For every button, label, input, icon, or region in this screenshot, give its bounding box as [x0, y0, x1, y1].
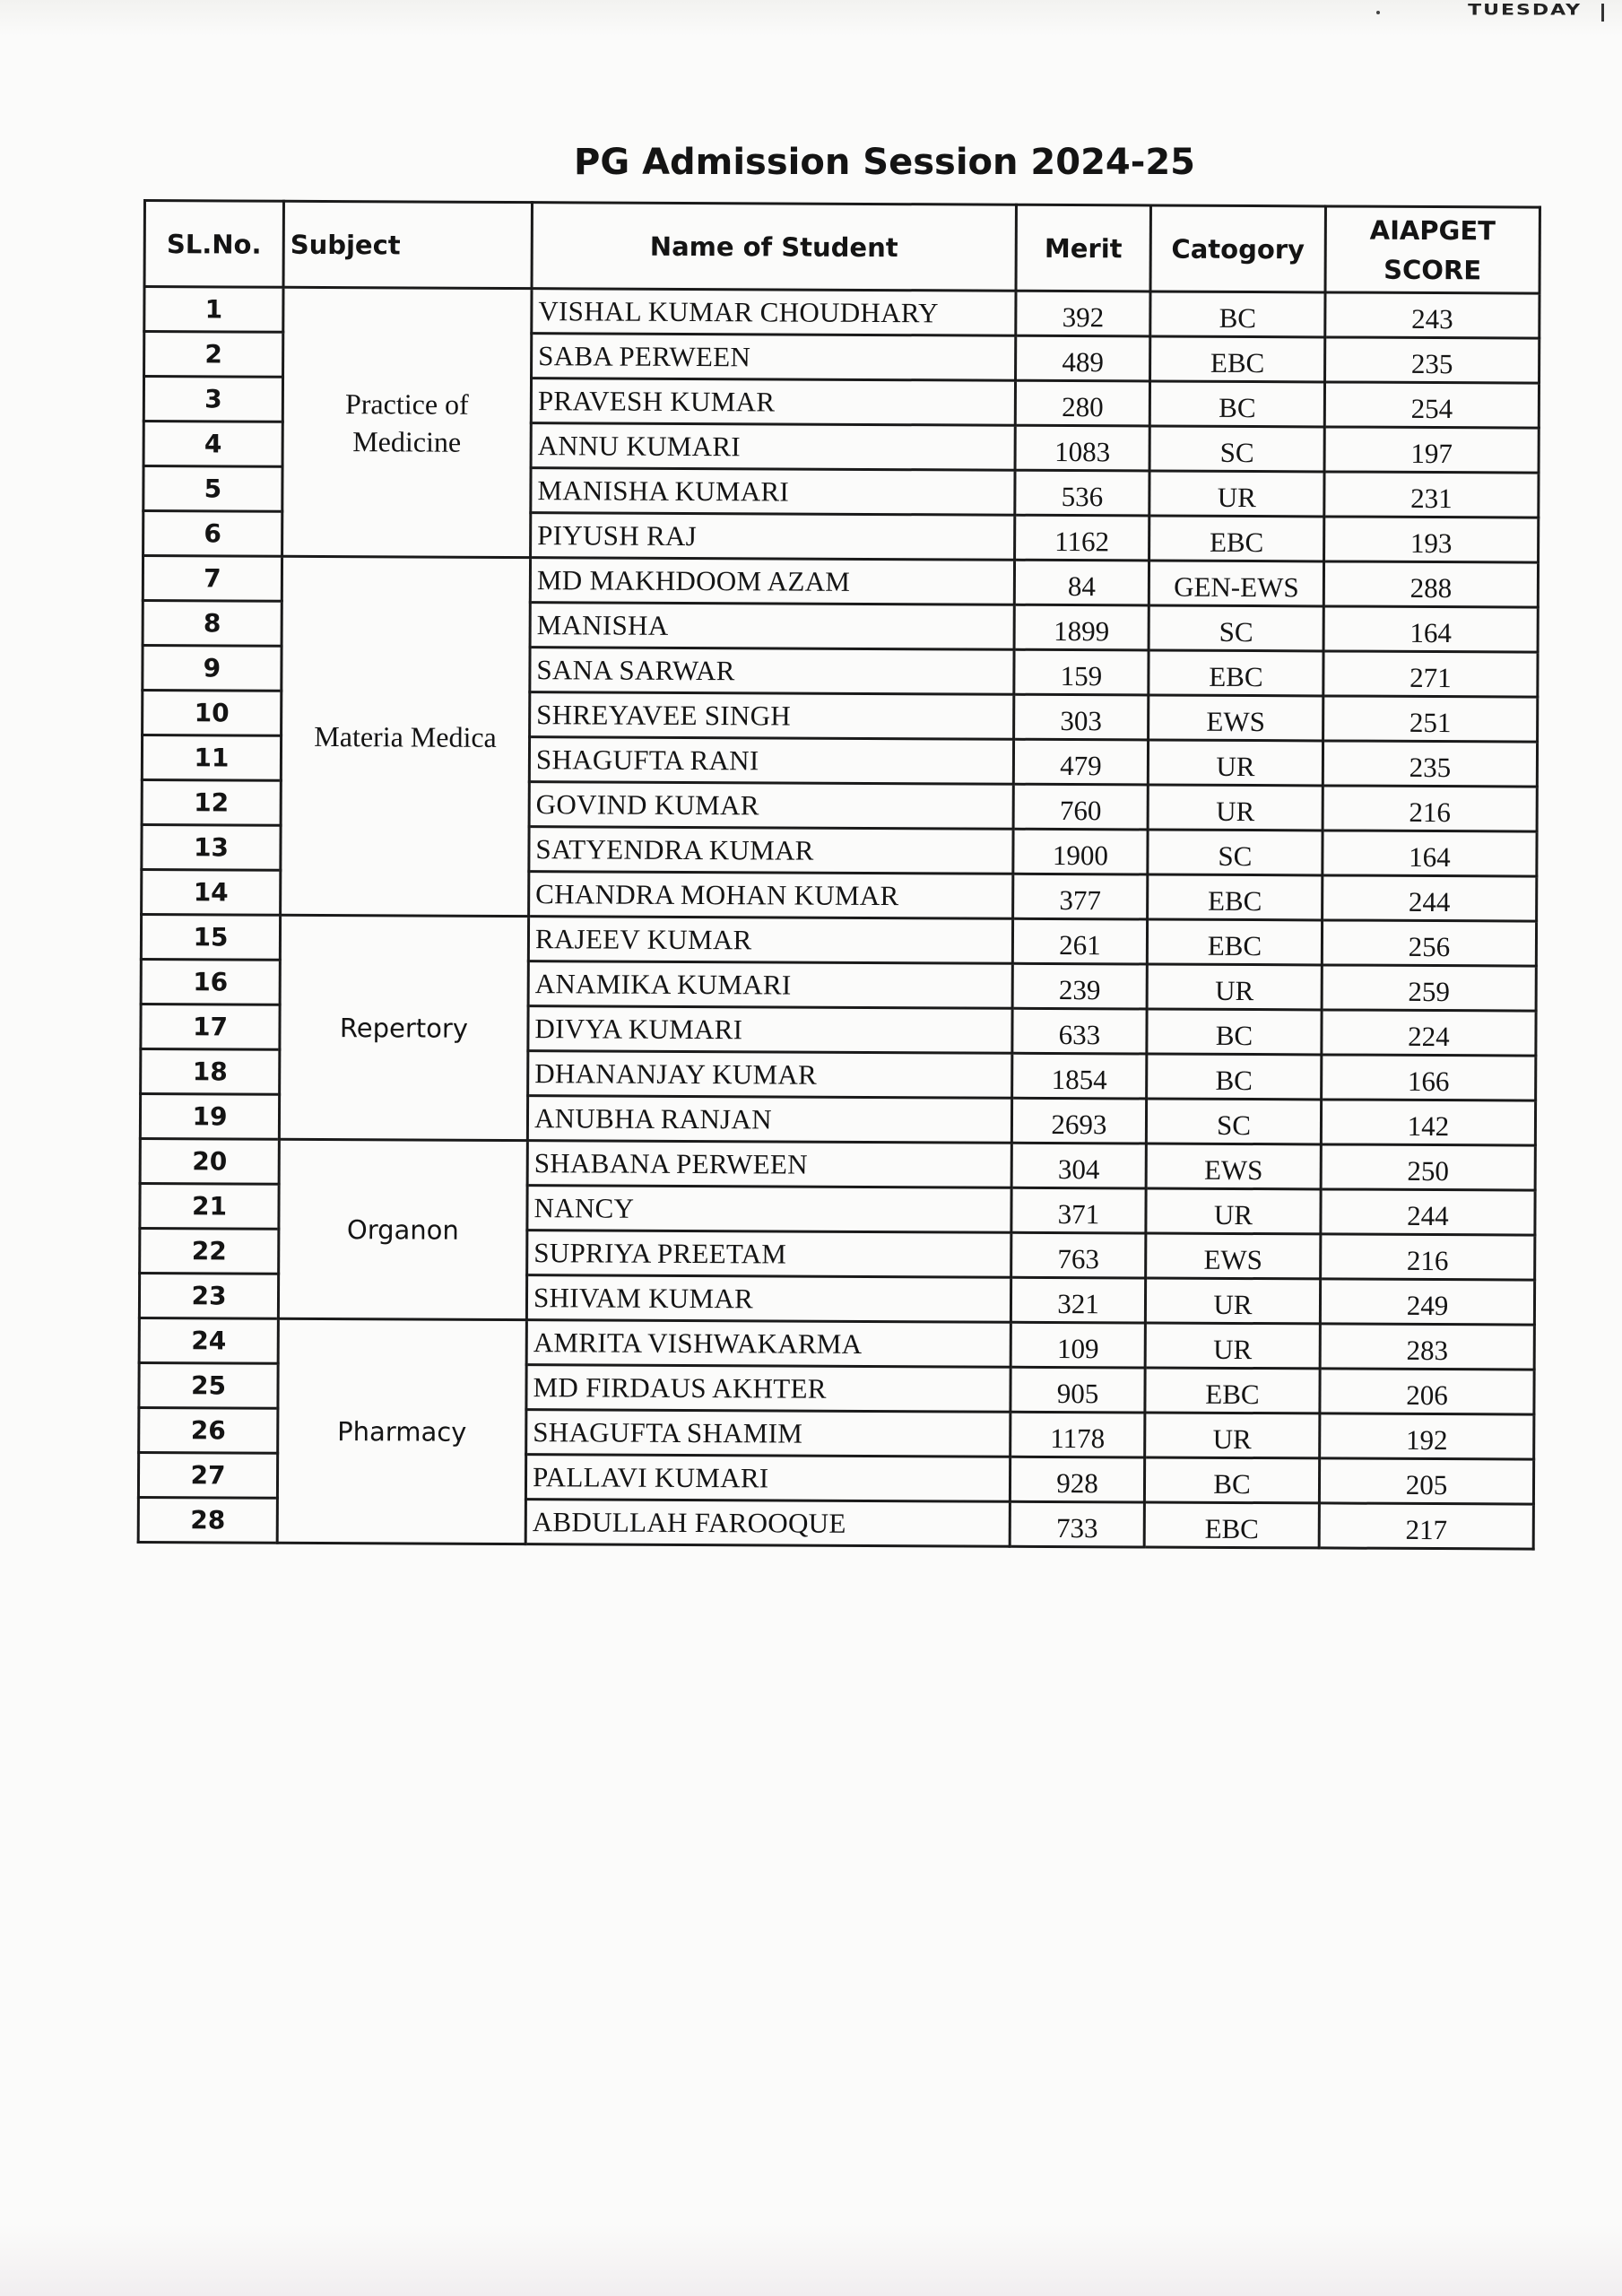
student-name-cell: SUPRIYA PREETAM	[527, 1231, 1011, 1278]
merit-cell: 1162	[1015, 515, 1149, 561]
category-cell: SC	[1149, 605, 1323, 651]
category-cell: UR	[1147, 964, 1322, 1010]
table-row	[144, 287, 1540, 339]
sl-no-cell: 18	[141, 1048, 280, 1094]
student-name-cell: ANAMIKA KUMARI	[528, 961, 1012, 1009]
student-name-cell: DIVYA KUMARI	[528, 1006, 1012, 1054]
category-cell: EBC	[1148, 874, 1323, 920]
sl-no-cell: 6	[143, 511, 282, 557]
student-name-cell: CHANDRA MOHAN KUMAR	[529, 872, 1013, 919]
category-cell: BC	[1150, 291, 1325, 337]
merit-cell: 633	[1012, 1008, 1147, 1054]
category-cell: SC	[1149, 426, 1324, 472]
score-cell: 206	[1320, 1369, 1534, 1414]
score-header-line2: SCORE	[1383, 254, 1482, 285]
sl-no-cell: 16	[141, 959, 280, 1004]
sl-no-cell: 4	[143, 422, 282, 467]
score-cell: 164	[1323, 606, 1538, 652]
merit-cell: 760	[1013, 784, 1148, 830]
score-cell: 192	[1320, 1413, 1534, 1459]
student-name-cell: PRAVESH KUMAR	[531, 378, 1015, 426]
merit-cell: 733	[1010, 1501, 1144, 1547]
category-cell: EBC	[1145, 1368, 1320, 1413]
column-header-score	[1325, 206, 1540, 293]
category-cell: UR	[1149, 471, 1324, 517]
sl-no-cell: 8	[143, 601, 282, 647]
merit-cell: 536	[1015, 470, 1149, 516]
sl-no-cell: 28	[138, 1497, 277, 1543]
merit-cell: 479	[1013, 739, 1148, 785]
student-name-cell: RAJEEV KUMAR	[528, 917, 1012, 964]
student-name-cell: NANCY	[527, 1186, 1011, 1233]
student-name-cell: PALLAVI KUMARI	[525, 1455, 1010, 1502]
category-cell: SC	[1148, 830, 1323, 875]
merit-cell: 2693	[1011, 1098, 1146, 1144]
score-cell: 164	[1323, 831, 1537, 876]
sl-no-cell: 14	[142, 869, 281, 915]
score-cell: 244	[1323, 875, 1537, 921]
score-cell: 216	[1321, 1234, 1535, 1280]
score-cell: 193	[1324, 517, 1539, 562]
student-name-cell: ANNU KUMARI	[531, 423, 1015, 471]
subject-label-line1: Pharmacy	[337, 1415, 467, 1448]
score-cell: 244	[1321, 1189, 1535, 1235]
subject-label-line1: Materia Medica	[314, 719, 497, 753]
column-header-name: Name of Student	[532, 203, 1016, 291]
category-cell: UR	[1148, 740, 1323, 786]
merit-cell: 928	[1010, 1457, 1144, 1502]
score-cell: 235	[1325, 337, 1540, 383]
table-row	[143, 556, 1538, 608]
sl-no-cell: 2	[144, 332, 283, 378]
subject-label-line1: Practice of	[344, 387, 469, 421]
sl-no-cell: 25	[139, 1362, 278, 1408]
category-cell: EBC	[1147, 919, 1322, 965]
subject-label-line1: Repertory	[339, 1012, 469, 1044]
merit-cell: 377	[1013, 874, 1148, 919]
category-cell: EBC	[1149, 650, 1323, 696]
score-cell: 271	[1323, 651, 1538, 697]
score-cell: 243	[1325, 292, 1540, 338]
subject-cell-organon	[278, 1139, 527, 1319]
student-name-cell: ANUBHA RANJAN	[527, 1096, 1011, 1144]
score-cell: 259	[1322, 965, 1536, 1011]
subject-cell-repertory	[279, 915, 528, 1140]
sl-no-cell: 13	[142, 824, 281, 870]
subject-label-line1: Organon	[346, 1213, 459, 1246]
table-header-row	[144, 201, 1540, 294]
student-name-cell: SHAGUFTA RANI	[529, 737, 1013, 785]
score-cell: 288	[1323, 561, 1538, 607]
student-name-cell: SANA SARWAR	[530, 648, 1014, 695]
corner-tick-mark	[1601, 4, 1604, 22]
student-name-cell: SHABANA PERWEEN	[527, 1141, 1011, 1188]
category-cell: GEN-EWS	[1149, 561, 1323, 606]
sl-no-cell: 26	[139, 1407, 278, 1453]
sl-no-cell: 21	[140, 1183, 279, 1229]
category-cell: EWS	[1146, 1144, 1321, 1189]
subject-cell-practice-of-medicine	[282, 287, 532, 557]
score-cell: 197	[1324, 427, 1539, 473]
category-cell: BC	[1147, 1009, 1322, 1055]
score-cell: 217	[1319, 1503, 1533, 1549]
category-cell: EWS	[1149, 695, 1323, 741]
sl-no-cell: 19	[140, 1093, 279, 1139]
student-name-cell: VISHAL KUMAR CHOUDHARY	[532, 289, 1016, 336]
merit-cell: 905	[1010, 1367, 1145, 1413]
category-cell: BC	[1149, 381, 1324, 427]
score-header-line1: AIAPGET	[1369, 214, 1496, 246]
merit-cell: 261	[1012, 918, 1147, 964]
score-cell: 142	[1321, 1100, 1535, 1145]
score-cell: 250	[1321, 1144, 1535, 1190]
category-cell: UR	[1148, 785, 1323, 831]
sl-no-cell: 10	[143, 691, 282, 736]
sl-no-cell: 1	[144, 287, 283, 333]
score-cell: 251	[1323, 696, 1538, 742]
corner-day-stamp: TUESDAY	[1468, 2, 1582, 19]
sl-no-cell: 20	[140, 1138, 279, 1184]
admission-table	[137, 199, 1541, 1551]
category-cell: UR	[1145, 1413, 1320, 1458]
category-cell: EBC	[1150, 336, 1325, 382]
sl-no-cell: 27	[138, 1452, 277, 1498]
sl-no-cell: 3	[143, 377, 282, 422]
merit-cell: 280	[1015, 380, 1149, 426]
category-cell: SC	[1146, 1099, 1321, 1144]
score-cell: 254	[1324, 382, 1539, 428]
merit-cell: 304	[1011, 1143, 1146, 1188]
sl-no-cell: 7	[143, 556, 282, 602]
merit-cell: 321	[1010, 1277, 1145, 1323]
student-name-cell: SHAGUFTA SHAMIM	[526, 1410, 1010, 1457]
category-cell: UR	[1145, 1278, 1320, 1324]
table-row	[140, 1138, 1535, 1190]
column-header-subject: Subject	[283, 201, 532, 288]
category-cell: BC	[1147, 1054, 1322, 1100]
sl-no-cell: 17	[141, 1004, 280, 1049]
category-cell: EBC	[1149, 516, 1324, 561]
student-name-cell: SHREYAVEE SINGH	[530, 692, 1014, 740]
student-name-cell: PIYUSH RAJ	[531, 513, 1015, 561]
score-cell: 235	[1323, 741, 1537, 787]
sl-no-cell: 12	[142, 779, 281, 825]
student-name-cell: SHIVAM KUMAR	[526, 1275, 1010, 1323]
student-name-cell: GOVIND KUMAR	[529, 782, 1013, 830]
student-name-cell: SATYENDRA KUMAR	[529, 827, 1013, 874]
sl-no-cell: 22	[140, 1228, 279, 1274]
sl-no-cell: 5	[143, 466, 282, 512]
merit-cell: 239	[1012, 963, 1147, 1009]
table-row	[141, 914, 1536, 966]
merit-cell: 84	[1014, 560, 1149, 605]
merit-cell: 1083	[1015, 425, 1149, 471]
score-cell: 231	[1324, 472, 1539, 517]
category-cell: EWS	[1146, 1233, 1321, 1279]
merit-cell: 489	[1016, 335, 1150, 381]
category-cell: UR	[1146, 1188, 1321, 1234]
merit-cell: 1854	[1012, 1053, 1147, 1099]
sl-no-cell: 11	[142, 735, 281, 781]
student-name-cell: MANISHA	[530, 603, 1014, 650]
score-cell: 224	[1322, 1010, 1536, 1056]
subject-cell-pharmacy	[277, 1318, 526, 1544]
student-name-cell: AMRITA VISHWAKARMA	[526, 1320, 1010, 1368]
student-name-cell: SABA PERWEEN	[532, 334, 1016, 381]
merit-cell: 1900	[1013, 829, 1148, 874]
student-name-cell: MANISHA KUMARI	[531, 468, 1015, 516]
scan-speck	[1376, 11, 1380, 14]
sl-no-cell: 15	[141, 914, 280, 960]
subject-cell-materia-medica	[281, 556, 531, 916]
merit-cell: 303	[1014, 694, 1149, 740]
score-cell: 249	[1320, 1279, 1534, 1325]
subject-label-line2: Medicine	[352, 424, 462, 458]
merit-cell: 371	[1011, 1187, 1146, 1233]
score-cell: 256	[1322, 920, 1536, 966]
category-cell: UR	[1145, 1323, 1320, 1369]
page-title: PG Admission Session 2024-25	[574, 142, 1196, 183]
merit-cell: 159	[1014, 649, 1149, 695]
category-cell: BC	[1144, 1457, 1319, 1503]
score-cell: 216	[1323, 786, 1537, 831]
student-name-cell: MD MAKHDOOM AZAM	[530, 558, 1014, 605]
column-header-sl-no: SL.No.	[144, 201, 283, 288]
student-name-cell: ABDULLAH FAROOQUE	[525, 1500, 1010, 1547]
student-name-cell: MD FIRDAUS AKHTER	[526, 1365, 1010, 1413]
score-cell: 283	[1320, 1324, 1534, 1370]
sl-no-cell: 23	[139, 1273, 278, 1318]
category-cell: EBC	[1144, 1502, 1319, 1548]
merit-cell: 763	[1011, 1232, 1146, 1278]
sl-no-cell: 9	[143, 646, 282, 691]
merit-cell: 109	[1010, 1322, 1145, 1368]
sl-no-cell: 24	[139, 1318, 278, 1363]
table-row	[139, 1318, 1534, 1370]
merit-cell: 392	[1016, 291, 1150, 336]
column-header-category: Catogory	[1150, 205, 1325, 292]
score-cell: 166	[1322, 1055, 1536, 1100]
merit-cell: 1899	[1014, 604, 1149, 650]
merit-cell: 1178	[1010, 1412, 1145, 1457]
student-name-cell: DHANANJAY KUMAR	[528, 1051, 1012, 1099]
column-header-merit: Merit	[1016, 204, 1150, 291]
score-cell: 205	[1319, 1458, 1533, 1504]
